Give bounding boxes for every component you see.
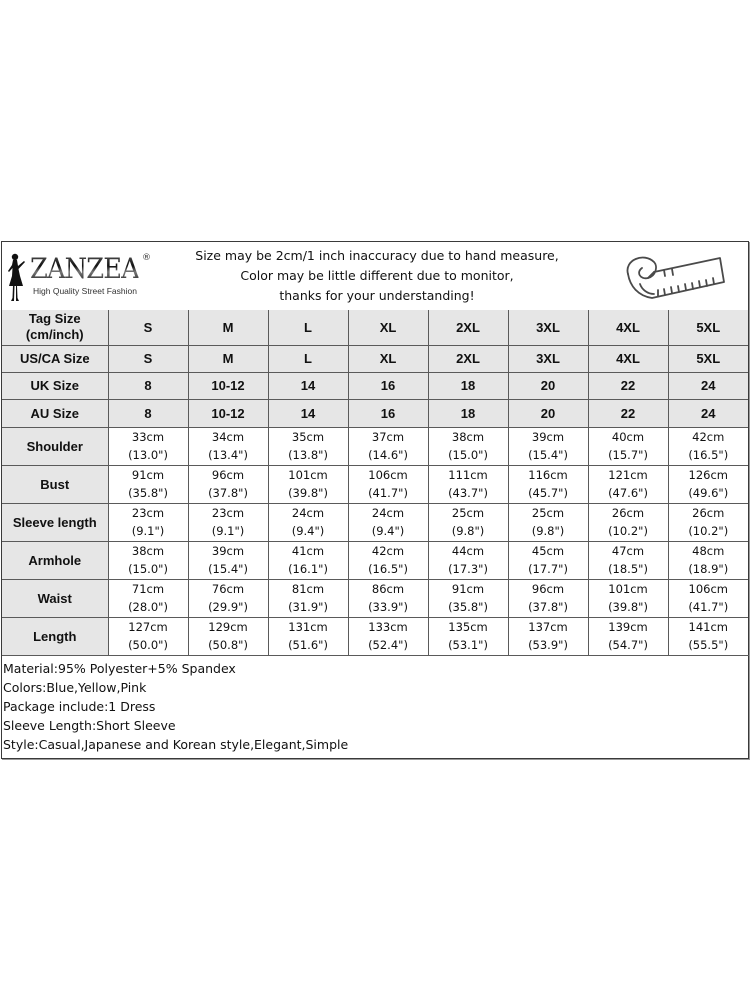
- row-label: Bust: [2, 465, 108, 503]
- measure-cell: 121cm (47.6"): [588, 465, 668, 503]
- row-label: AU Size: [2, 399, 108, 427]
- size-table: [2, 310, 748, 656]
- size-cell: 20: [508, 399, 588, 427]
- measure-cell: 135cm (53.1"): [428, 617, 508, 655]
- measuring-tape-icon: [618, 248, 730, 306]
- row-label: Length: [2, 617, 108, 655]
- measure-cell: 111cm (43.7"): [428, 465, 508, 503]
- size-cell: S: [108, 310, 188, 345]
- measure-cell: 47cm (18.5"): [588, 541, 668, 579]
- size-cell: L: [268, 345, 348, 372]
- row-au-size: [2, 399, 748, 427]
- measure-cell: 39cm (15.4"): [188, 541, 268, 579]
- size-cell: 10-12: [188, 399, 268, 427]
- brand-logo: [4, 248, 154, 304]
- measure-cell: 101cm (39.8"): [588, 579, 668, 617]
- measure-cell: 42cm (16.5"): [348, 541, 428, 579]
- measure-cell: 133cm (52.4"): [348, 617, 428, 655]
- measure-cell: 86cm (33.9"): [348, 579, 428, 617]
- size-cell: 22: [588, 399, 668, 427]
- measure-cell: 71cm (28.0"): [108, 579, 188, 617]
- measure-cell: 137cm (53.9"): [508, 617, 588, 655]
- measure-cell: 33cm (13.0"): [108, 427, 188, 465]
- row-label: Sleeve length: [2, 503, 108, 541]
- note-style: Style:Casual,Japanese and Korean style,Elegant,Simple: [3, 737, 349, 752]
- size-cell: 2XL: [428, 345, 508, 372]
- row-length: [2, 617, 748, 655]
- row-label: UK Size: [2, 372, 108, 399]
- row-waist: [2, 579, 748, 617]
- measure-cell: 126cm (49.6"): [668, 465, 748, 503]
- measure-cell: 96cm (37.8"): [188, 465, 268, 503]
- measure-cell: 26cm (10.2"): [588, 503, 668, 541]
- size-cell: 22: [588, 372, 668, 399]
- size-cell: 24: [668, 372, 748, 399]
- measure-cell: 40cm (15.7"): [588, 427, 668, 465]
- measure-cell: 106cm (41.7"): [668, 579, 748, 617]
- size-cell: 10-12: [188, 372, 268, 399]
- measure-cell: 116cm (45.7"): [508, 465, 588, 503]
- size-cell: L: [268, 310, 348, 345]
- measure-cell: 25cm (9.8"): [508, 503, 588, 541]
- measure-cell: 42cm (16.5"): [668, 427, 748, 465]
- size-cell: 16: [348, 372, 428, 399]
- measure-cell: 96cm (37.8"): [508, 579, 588, 617]
- size-cell: 16: [348, 399, 428, 427]
- size-cell: 2XL: [428, 310, 508, 345]
- row-label: Shoulder: [2, 427, 108, 465]
- row-armhole: [2, 541, 748, 579]
- measure-cell: 23cm (9.1"): [108, 503, 188, 541]
- size-cell: 5XL: [668, 310, 748, 345]
- measure-cell: 38cm (15.0"): [428, 427, 508, 465]
- size-cell: 14: [268, 372, 348, 399]
- row-label: Armhole: [2, 541, 108, 579]
- note-package: Package include:1 Dress: [3, 699, 156, 714]
- measure-cell: 139cm (54.7"): [588, 617, 668, 655]
- woman-silhouette-icon: [6, 252, 28, 302]
- size-cell: 18: [428, 372, 508, 399]
- brand-name: ZANZEA: [30, 252, 139, 285]
- measure-cell: 24cm (9.4"): [268, 503, 348, 541]
- notice-line: Color may be little different due to monitor,: [240, 268, 514, 283]
- row-label: Waist: [2, 579, 108, 617]
- row-uk-size: [2, 372, 748, 399]
- measure-cell: 48cm (18.9"): [668, 541, 748, 579]
- chart-header: [2, 242, 748, 311]
- row-shoulder: [2, 427, 748, 465]
- note-material: Material:95% Polyester+5% Spandex: [3, 661, 236, 676]
- row-tag-size: [2, 310, 748, 345]
- row-sleeve-length: [2, 503, 748, 541]
- size-cell: 24: [668, 399, 748, 427]
- measure-cell: 41cm (16.1"): [268, 541, 348, 579]
- measure-cell: 44cm (17.3"): [428, 541, 508, 579]
- measure-cell: 141cm (55.5"): [668, 617, 748, 655]
- row-label: Tag Size (cm/inch): [2, 310, 108, 345]
- measure-cell: 131cm (51.6"): [268, 617, 348, 655]
- measure-cell: 37cm (14.6"): [348, 427, 428, 465]
- size-cell: 5XL: [668, 345, 748, 372]
- measure-cell: 45cm (17.7"): [508, 541, 588, 579]
- measure-cell: 129cm (50.8"): [188, 617, 268, 655]
- notice-line: thanks for your understanding!: [279, 288, 475, 303]
- size-cell: 18: [428, 399, 508, 427]
- measure-cell: 25cm (9.8"): [428, 503, 508, 541]
- row-us-ca-size: [2, 345, 748, 372]
- size-cell: 8: [108, 372, 188, 399]
- measure-cell: 34cm (13.4"): [188, 427, 268, 465]
- measure-cell: 24cm (9.4"): [348, 503, 428, 541]
- size-chart-sheet: [1, 241, 749, 759]
- notice-line: Size may be 2cm/1 inch inaccuracy due to hand measure,: [195, 248, 559, 263]
- size-cell: XL: [348, 345, 428, 372]
- measure-cell: 81cm (31.9"): [268, 579, 348, 617]
- size-cell: M: [188, 310, 268, 345]
- note-sleeve-length: Sleeve Length:Short Sleeve: [3, 718, 176, 733]
- registered-mark: ®: [142, 253, 151, 263]
- size-cell: 14: [268, 399, 348, 427]
- size-cell: 3XL: [508, 310, 588, 345]
- size-cell: 4XL: [588, 345, 668, 372]
- measurement-notice: [162, 246, 592, 306]
- measure-cell: 91cm (35.8"): [108, 465, 188, 503]
- size-cell: M: [188, 345, 268, 372]
- row-label: US/CA Size: [2, 345, 108, 372]
- measure-cell: 101cm (39.8"): [268, 465, 348, 503]
- brand-tagline: High Quality Street Fashion: [33, 286, 137, 296]
- product-notes: [2, 655, 749, 754]
- measure-cell: 35cm (13.8"): [268, 427, 348, 465]
- measure-cell: 26cm (10.2"): [668, 503, 748, 541]
- measure-cell: 76cm (29.9"): [188, 579, 268, 617]
- measure-cell: 23cm (9.1"): [188, 503, 268, 541]
- note-colors: Colors:Blue,Yellow,Pink: [3, 680, 147, 695]
- measure-cell: 91cm (35.8"): [428, 579, 508, 617]
- size-cell: 3XL: [508, 345, 588, 372]
- size-cell: 20: [508, 372, 588, 399]
- measure-cell: 38cm (15.0"): [108, 541, 188, 579]
- measure-cell: 127cm (50.0"): [108, 617, 188, 655]
- measure-cell: 39cm (15.4"): [508, 427, 588, 465]
- row-bust: [2, 465, 748, 503]
- size-cell: 8: [108, 399, 188, 427]
- measure-cell: 106cm (41.7"): [348, 465, 428, 503]
- size-cell: S: [108, 345, 188, 372]
- size-cell: 4XL: [588, 310, 668, 345]
- size-cell: XL: [348, 310, 428, 345]
